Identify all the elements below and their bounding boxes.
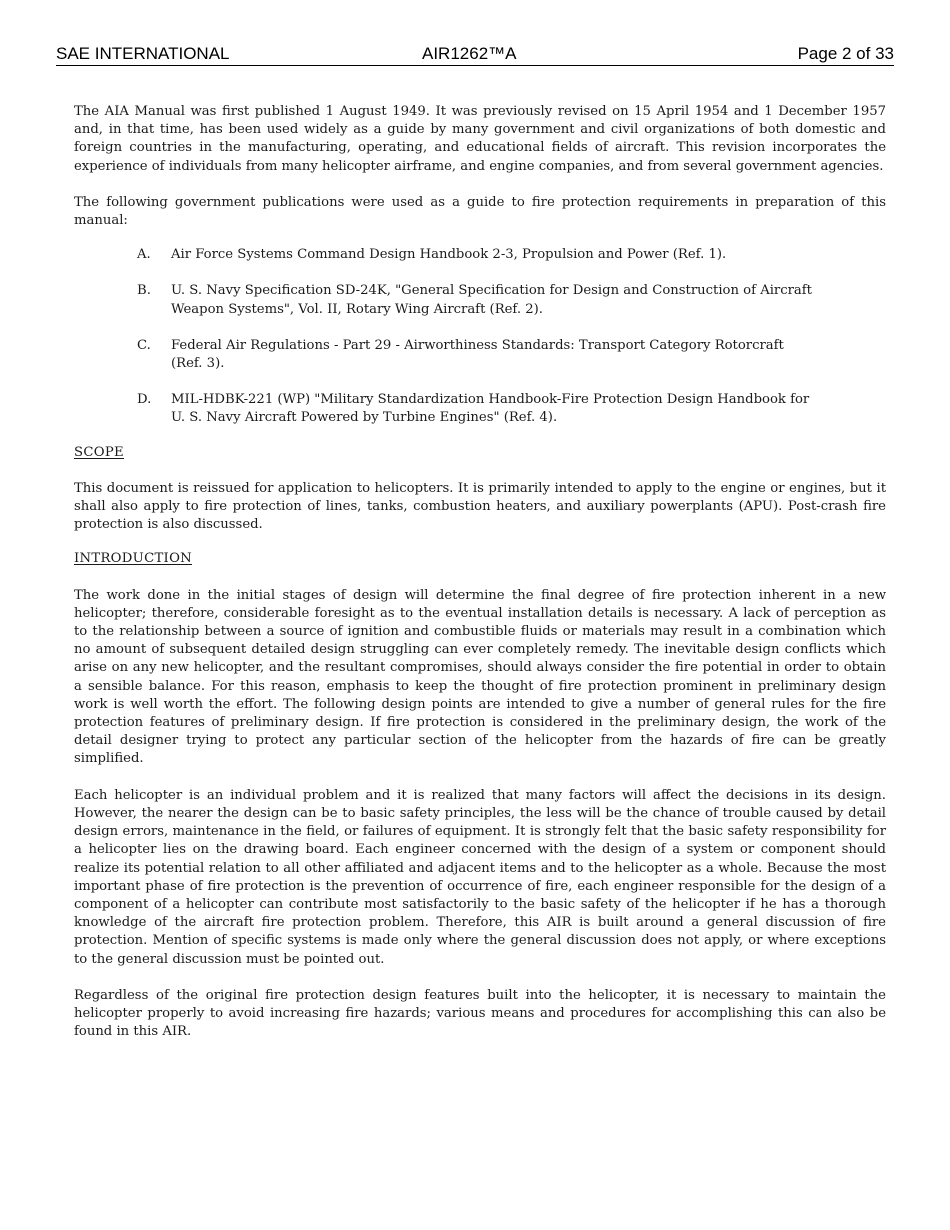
reference-item-c (137, 337, 817, 373)
introduction-paragraph-3: Regardless of the original fire protection design features built into the helicopter, it is necessary to maintain the helicopter properly to avoid increasing fire hazards; various means and procedures for accomplishing this can also be found in this AIR. (74, 987, 886, 1040)
reference-text: MIL-HDBK-221 (WP) "Military Standardization Handbook-Fire Protection Design Handbook for U. S. Navy Aircraft Powered by Turbine Engines" (Ref. 4). (171, 392, 810, 426)
introduction-paragraph-2: Each helicopter is an individual problem and it is realized that many factors will affect the decisions in its design. However, the nearer the design can be to basic safety principles, the less will be the chance of trouble caused by detail design errors, maintenance in the field, or failures of equipment. It is strongly felt that the basic safety responsibility for a helicopter lies on the drawing board. Each engineer concerned with the design of a system or component should realize its potential relation to all other affiliated and adjacent items and to the helicopter as a whole. Because the most important phase of fire protection is the prevention of occurrence of fire, each engineer responsible for the design of a component of a helicopter can contribute most satisfactorily to the basic safety of the helicopter if he has a thorough knowledge of the aircraft fire protection problem. Therefore, this AIR is built around a general discussion of fire protection. Mention of specific systems is made only where the general discussion does not apply, or where exceptions to the general discussion must be pointed out. (74, 787, 886, 967)
document-number: AIR1262™A (422, 44, 517, 63)
scope-heading: SCOPE (74, 444, 124, 460)
reference-letter: B. (137, 283, 151, 299)
reference-list (74, 246, 886, 427)
reference-item-a (137, 246, 817, 264)
reference-item-b (137, 282, 817, 318)
paragraph-history: The AIA Manual was first published 1 August 1949. It was previously revised on 15 April 1954 and 1 December 1957 and, in that time, has been used widely as a guide by many government and civil organizations of both domestic and foreign countries in the manufacturing, operating, and educational fields of aircraft. This revision incorporates the experience of individuals from many helicopter airframe, and engine companies, and from several government agencies. (74, 104, 886, 174)
reference-letter: D. (137, 392, 152, 408)
scope-paragraph: This document is reissued for application to helicopters. It is primarily intended to apply to the engine or engines, but it shall also apply to fire protection of lines, tanks, combustion heaters, and auxiliary powerplants (APU). Post-crash fire protection is also discussed. (74, 480, 886, 533)
introduction-heading: INTRODUCTION (74, 551, 193, 567)
paragraph-publications-intro: The following government publications were used as a guide to fire protection requirements in preparation of this manual: (74, 194, 886, 229)
document-body (74, 103, 886, 1041)
reference-letter: A. (137, 247, 151, 263)
reference-text: Air Force Systems Command Design Handbook 2-3, Propulsion and Power (Ref. 1). (171, 247, 727, 263)
introduction-paragraph-1: The work done in the initial stages of design will determine the final degree of fire protection inherent in a new helicopter; therefore, considerable foresight as to the eventual installation details is necessary. A lack of perception as to the relationship between a source of ignition and combustible fluids or materials may result in a combination which no amount of subsequent detailed design struggling can ever completely remedy. The inevitable design conflicts which arise on any new helicopter, and the resultant compromises, should always consider the fire potential in order to obtain a sensible balance. For this reason, emphasis to keep the thought of fire protection prominent in preliminary design work is well worth the effort. The following design points are intended to give a number of general rules for the fire protection features of preliminary design. If fire protection is considered in the preliminary design, the work of the detail designer trying to protect any particular section of the helicopter from the hazards of fire can be greatly simplified. (74, 587, 886, 767)
reference-letter: C. (137, 337, 151, 353)
page-header (56, 44, 894, 66)
page-number: Page 2 of 33 (797, 44, 894, 63)
organization-name: SAE INTERNATIONAL (56, 44, 230, 63)
reference-text: Federal Air Regulations - Part 29 - Airworthiness Standards: Transport Category Rotorcraft (Ref. 3). (171, 337, 784, 372)
reference-item-d (137, 391, 817, 427)
reference-text: U. S. Navy Specification SD-24K, "General Specification for Design and Construction of Aircraft Weapon Systems", Vol. II, Rotary Wing Aircraft (Ref. 2). (171, 283, 812, 317)
